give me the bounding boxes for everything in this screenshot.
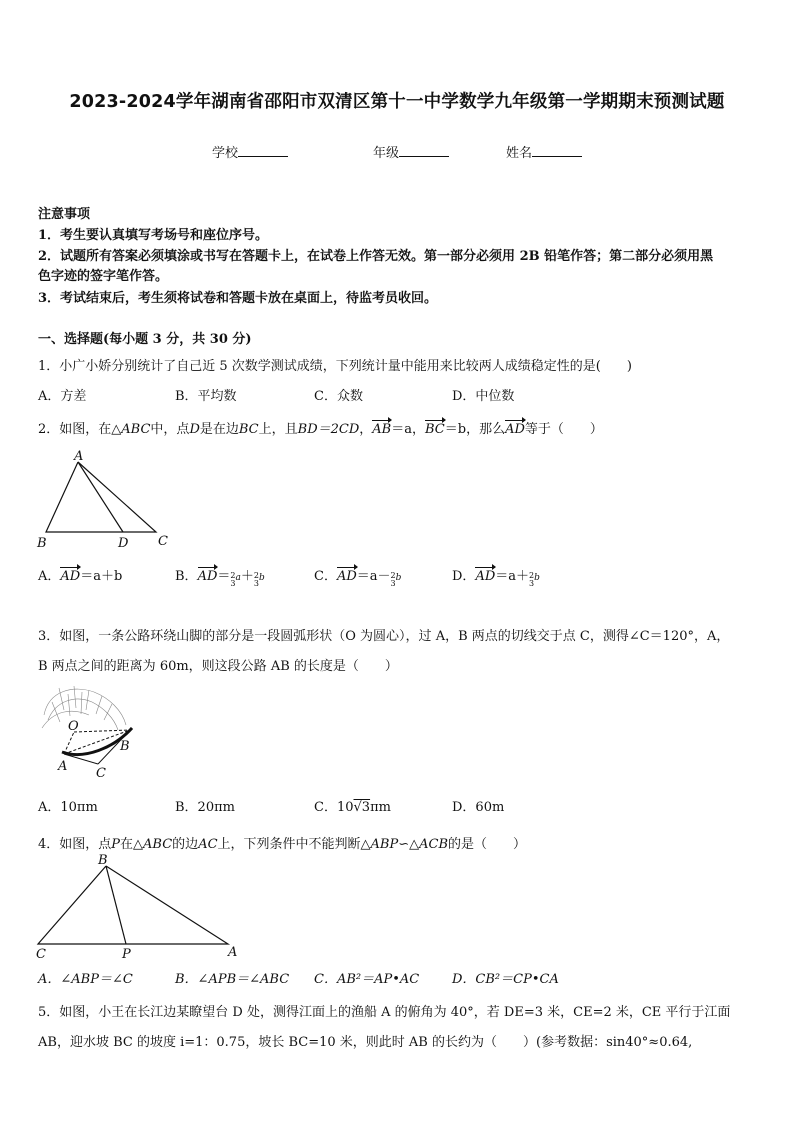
q3-option-d[interactable]: D．60m	[452, 800, 505, 815]
grade-label: 年级	[373, 146, 400, 161]
q4-stem: 4．如图，点P在△ABC的边AC上，下列条件中不能判断△ABP∽△ACB的是（ ）	[38, 837, 527, 852]
q1-option-d[interactable]: D．中位数	[452, 389, 515, 404]
grade-field[interactable]	[373, 142, 449, 161]
notice-item-1: 1．考生要认真填写考场号和座位序号。	[38, 228, 269, 243]
q3-stem-line2: B 两点之间的距离为 60m，则这段公路 AB 的长度是（ ）	[38, 659, 398, 674]
notice-item-2: 2．试题所有答案必须填涂或书写在答题卡上，在试卷上作答无效。第一部分必须用 2B 铅笔作答；第二部分必须用黑	[38, 249, 714, 264]
q2-triangle-figure	[30, 450, 180, 550]
q1-option-a[interactable]: A．方差	[38, 389, 87, 404]
q4-label-b: B	[98, 853, 108, 868]
grade-blank[interactable]	[399, 144, 449, 157]
q3-option-b[interactable]: B．20πm	[175, 800, 235, 815]
school-label: 学校	[212, 146, 239, 161]
name-blank[interactable]	[532, 144, 582, 157]
q1-option-c[interactable]: C．众数	[314, 389, 363, 404]
q3-mountain-road-figure	[34, 680, 144, 780]
q2-label-c: C	[158, 534, 168, 549]
q2-option-c[interactable]: C．AD＝a－ 2 3 b	[314, 569, 402, 588]
q3-label-a: A	[58, 759, 68, 774]
q3-label-c: C	[96, 766, 106, 780]
notice-item-2-cont: 色字迹的签字笔作答。	[38, 269, 169, 284]
q4-option-a[interactable]: A．∠ABP＝∠C	[38, 972, 133, 987]
q3-stem-line1: 3．如图，一条公路环绕山脚的部分是一段圆弧形状（O 为圆心），过 A，B 两点的切线交于点 C，测得∠C＝120°，A，	[38, 629, 730, 644]
q2-option-b[interactable]: B．AD＝ 2 3 a＋ 2 3 b	[175, 569, 265, 588]
q4-option-d[interactable]: D．CB²＝CP•CA	[452, 972, 559, 987]
q5-stem-line2: AB，迎水坡 BC 的坡度 i=1：0.75，坡长 BC=10 米，则此时 AB 的长约为（ ）(参考数据：sin40°≈0.64,	[38, 1035, 693, 1050]
q3-label-o: O	[68, 719, 79, 734]
q3-label-b: B	[120, 739, 130, 754]
mountain-sketch	[42, 686, 126, 730]
q3-option-c[interactable]: C．10√3πm	[314, 800, 391, 815]
q3-option-a[interactable]: A．10πm	[38, 800, 98, 815]
q1-stem: 1．小广小娇分别统计了自己近 5 次数学测试成绩，下列统计量中能用来比较两人成绩稳定性的是( )	[38, 359, 632, 374]
name-field[interactable]	[506, 142, 582, 161]
q4-option-b[interactable]: B．∠APB＝∠ABC	[175, 972, 290, 987]
q4-triangle-figure	[30, 850, 250, 962]
q2-label-d: D	[118, 536, 129, 550]
q4-label-p: P	[122, 947, 131, 962]
name-label: 姓名	[506, 146, 533, 161]
school-field[interactable]	[212, 142, 288, 161]
q2-label-b: B	[37, 536, 47, 550]
q2-stem: 2．如图，在△ABC中，点D是在边BC上，且BD＝2CD，AB＝a，BC＝b，那么AD等于（ ）	[38, 422, 603, 437]
school-blank[interactable]	[238, 144, 288, 157]
section-heading: 一、选择题(每小题 3 分，共 30 分)	[38, 332, 252, 347]
q2-option-d[interactable]: D．AD＝a＋ 2 3 b	[452, 569, 540, 588]
q4-option-c[interactable]: C．AB²＝AP•AC	[314, 972, 420, 987]
page-title: 2023-2024学年湖南省邵阳市双清区第十一中学数学九年级第一学期期末预测试题	[69, 92, 725, 112]
notice-heading: 注意事项	[38, 207, 91, 222]
q4-label-c: C	[36, 947, 46, 962]
q5-stem-line1: 5．如图，小王在长江边某瞭望台 D 处，测得江面上的渔船 A 的俯角为 40°，若 DE=3 米，CE=2 米，CE 平行于江面	[38, 1005, 731, 1020]
notice-item-3: 3．考试结束后，考生须将试卷和答题卡放在桌面上，待监考员收回。	[38, 291, 438, 306]
q4-label-a: A	[228, 945, 238, 960]
q1-option-b[interactable]: B．平均数	[175, 389, 237, 404]
q2-label-a: A	[74, 450, 84, 464]
q2-option-a[interactable]: A．AD＝a＋b	[38, 569, 123, 584]
